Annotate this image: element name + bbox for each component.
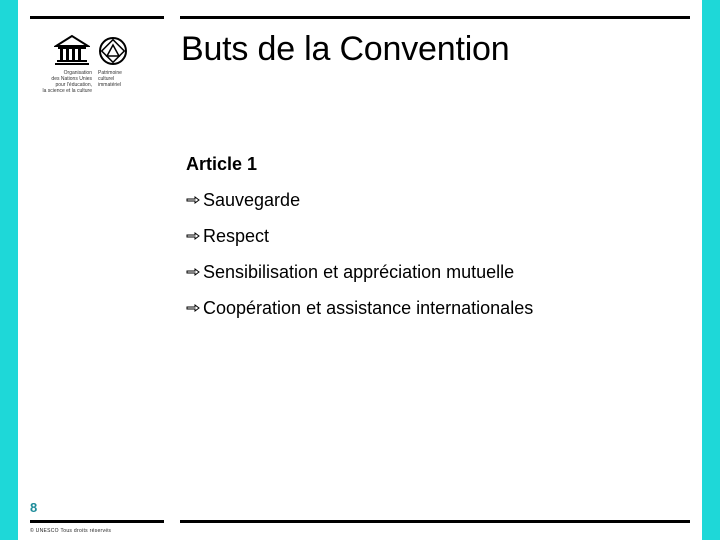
hand-pointer-bullet-icon — [186, 266, 202, 278]
bullet-text: Respect — [203, 226, 270, 246]
hand-pointer-bullet-icon — [186, 230, 202, 242]
unesco-temple-icon — [54, 34, 90, 66]
bullet-text: Coopération et assistance internationales — [203, 298, 534, 318]
bottom-rule-left — [30, 520, 164, 523]
list-item — [186, 262, 533, 298]
article-heading: Article 1 — [186, 154, 258, 174]
list-item — [186, 298, 533, 334]
slide-title: Buts de la Convention — [181, 30, 510, 68]
page-number: 8 — [30, 500, 38, 515]
slide — [18, 0, 702, 540]
ich-logo-caption: Patrimoine culturel immatériel — [98, 70, 122, 88]
ich-emblem-icon — [98, 36, 128, 66]
copyright-footer: © UNESCO Tous droits réservés — [30, 528, 112, 534]
list-item — [186, 190, 533, 226]
bullet-text: Sensibilisation et appréciation mutuelle — [203, 262, 515, 282]
list-item — [186, 226, 533, 262]
top-rule-right — [180, 16, 690, 19]
bullet-list — [186, 190, 533, 334]
bullet-text: Sauvegarde — [203, 190, 301, 210]
bottom-rule-right — [180, 520, 690, 523]
unesco-logo-caption: Organisation des Nations Unies pour l'éducation, la science et la culture — [42, 70, 92, 94]
hand-pointer-bullet-icon — [186, 194, 202, 206]
top-rule-left — [30, 16, 164, 19]
hand-pointer-bullet-icon — [186, 302, 202, 314]
